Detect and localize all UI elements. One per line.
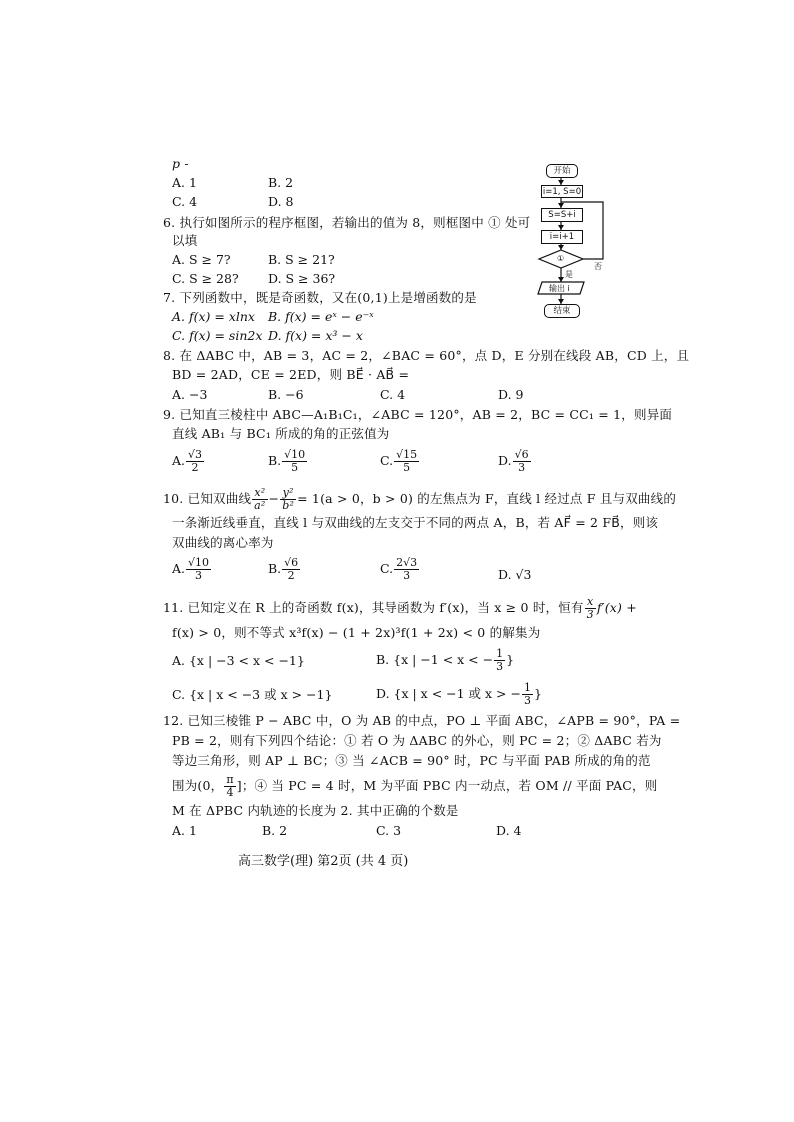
q9-option-b: B. $\frac{√10}{5}$ bbox=[268, 448, 306, 474]
flowchart-no-label: 否 bbox=[594, 262, 602, 271]
q9-option-a: A. $\frac{√3}{2}$ bbox=[172, 448, 203, 474]
page-footer: 高三数学(理) 第2页 (共 4 页) bbox=[238, 854, 409, 869]
q10-stem-line3: 双曲线的离心率为 bbox=[172, 535, 274, 550]
q10-option-c: C. $\frac{2√3}{3}$ bbox=[380, 556, 418, 582]
q9-option-d: D. $\frac{√6}{3}$ bbox=[498, 448, 529, 474]
q7-stem: 7. 下列函数中，既是奇函数，又在(0,1)上是增函数的是 bbox=[163, 290, 477, 305]
q11-option-a: A. {x | −3 < x < −1} bbox=[172, 653, 305, 668]
program-flowchart bbox=[520, 158, 620, 323]
q6-option-b: B. S ≥ 21? bbox=[268, 252, 335, 267]
q12-stem-line4: 围为(0， $\frac{\pi}{4}$ ]；④ 当 PC = 4 时，M 为平面 PBC 内一动点，若 OM // 平面 PAC，则 bbox=[172, 773, 658, 799]
q5-option-c: C. 4 bbox=[172, 194, 198, 209]
flowchart-output-node: 输出 i bbox=[549, 284, 570, 293]
q12-option-a: A. 1 bbox=[172, 823, 197, 838]
q6-option-d: D. S ≥ 36? bbox=[268, 271, 336, 286]
q12-stem-line5: M 在 ΔPBC 内轨迹的长度为 2. 其中正确的个数是 bbox=[172, 803, 459, 818]
q6-option-c: C. S ≥ 28? bbox=[172, 271, 239, 286]
q12-stem-line2: PB = 2，则有下列四个结论：① 若 O 为 ΔABC 的外心，则 PC = 2；② ΔABC 若为 bbox=[172, 733, 662, 748]
flowchart-condition-node: ① bbox=[557, 254, 565, 263]
q8-stem-line1: 8. 在 ΔABC 中，AB = 3，AC = 2，∠BAC = 60°，点 D，E 分别在线段 AB，CD 上，且 bbox=[163, 348, 690, 363]
q10-stem-line2: 一条渐近线垂直，直线 l 与双曲线的左支交于不同的两点 A，B，若 AF⃗ = 2 FB⃗，则该 bbox=[172, 515, 659, 530]
flowchart-init-node: i=1, S=0 bbox=[542, 187, 582, 197]
q5-option-a: A. 1 bbox=[172, 175, 197, 190]
q9-stem-line2: 直线 AB₁ 与 BC₁ 所成的角的正弦值为 bbox=[172, 426, 390, 441]
q12-option-d: D. 4 bbox=[496, 823, 522, 838]
q8-option-d: D. 9 bbox=[498, 387, 524, 402]
q7-option-a: A. f(x) = xlnx bbox=[172, 309, 255, 324]
q10-option-d: D. √3 bbox=[498, 567, 532, 582]
q11-option-d: D. {x | x < −1 或 x > − $\frac{1}{3}$ } bbox=[376, 681, 542, 707]
flowchart-yes-label: 是 bbox=[565, 270, 573, 279]
flowchart-start-node: 开始 bbox=[546, 164, 578, 178]
q7-option-b: B. f(x) = eˣ − e⁻ˣ bbox=[268, 309, 374, 324]
q9-stem-line1: 9. 已知直三棱柱中 ABC—A₁B₁C₁，∠ABC = 120°，AB = 2，BC = CC₁ = 1，则异面 bbox=[163, 407, 673, 422]
q6-option-a: A. S ≥ 7? bbox=[172, 252, 231, 267]
q8-option-a: A. −3 bbox=[172, 387, 208, 402]
q8-stem-line2: BD = 2AD，CE = 2ED，则 BE⃗ · AB⃗ = bbox=[172, 367, 410, 382]
q6-stem-line1: 6. 执行如图所示的程序框图，若输出的值为 8，则框图中 ① 处可 bbox=[163, 215, 531, 230]
flowchart-sum-node: S=S+i bbox=[541, 208, 583, 222]
q8-option-b: B. −6 bbox=[268, 387, 304, 402]
flowchart-end-node: 结束 bbox=[544, 304, 580, 318]
q11-stem-line1: 11. 已知定义在 R 上的奇函数 f(x)，其导函数为 f′(x)，当 x ≥ 0 时，恒有 $\frac{x}{3}$ f′(x) + bbox=[163, 595, 637, 621]
q12-stem-line1: 12. 已知三棱锥 P − ABC 中，O 为 AB 的中点，PO ⊥ 平面 ABC，∠APB = 90°，PA = bbox=[163, 713, 681, 728]
q5-option-d: D. 8 bbox=[268, 194, 294, 209]
q12-stem-line3: 等边三角形，则 AP ⊥ BC；③ 当 ∠ACB = 90° 时，PC 与平面 PAB 所成的角的范 bbox=[172, 753, 651, 768]
q10-option-b: B. $\frac{√6}{2}$ bbox=[268, 556, 299, 582]
q6-stem-line2: 以填 bbox=[172, 233, 198, 248]
q8-option-c: C. 4 bbox=[380, 387, 406, 402]
q12-option-b: B. 2 bbox=[262, 823, 288, 838]
q7-option-c: C. f(x) = sin2x bbox=[172, 328, 263, 343]
q7-option-d: D. f(x) = x³ − x bbox=[268, 328, 363, 343]
q9-option-c: C. $\frac{√15}{5}$ bbox=[380, 448, 418, 474]
q12-option-c: C. 3 bbox=[376, 823, 402, 838]
q11-option-b: B. {x | −1 < x < − $\frac{1}{3}$ } bbox=[376, 647, 515, 673]
question-fragment: p - bbox=[172, 156, 189, 171]
q10-stem-line1: 10. 已知双曲线 $\frac{\text{x²}}{\text{a²}}$ − $\frac{\text{y²}}{\text{b²}}$ = 1(a > 0，b > 0) 的左焦点为 F，直线 l 经过点 F 且与双曲线的 bbox=[163, 486, 677, 512]
q11-stem-line2: f(x) > 0，则不等式 x³f(x) − (1 + 2x)³f(1 + 2x) < 0 的解集为 bbox=[172, 625, 541, 640]
q5-option-b: B. 2 bbox=[268, 175, 294, 190]
flowchart-increment-node: i=i+1 bbox=[541, 230, 583, 244]
q11-option-c: C. {x | x < −3 或 x > −1} bbox=[172, 687, 333, 702]
q10-option-a: A. $\frac{√10}{3}$ bbox=[172, 556, 210, 582]
